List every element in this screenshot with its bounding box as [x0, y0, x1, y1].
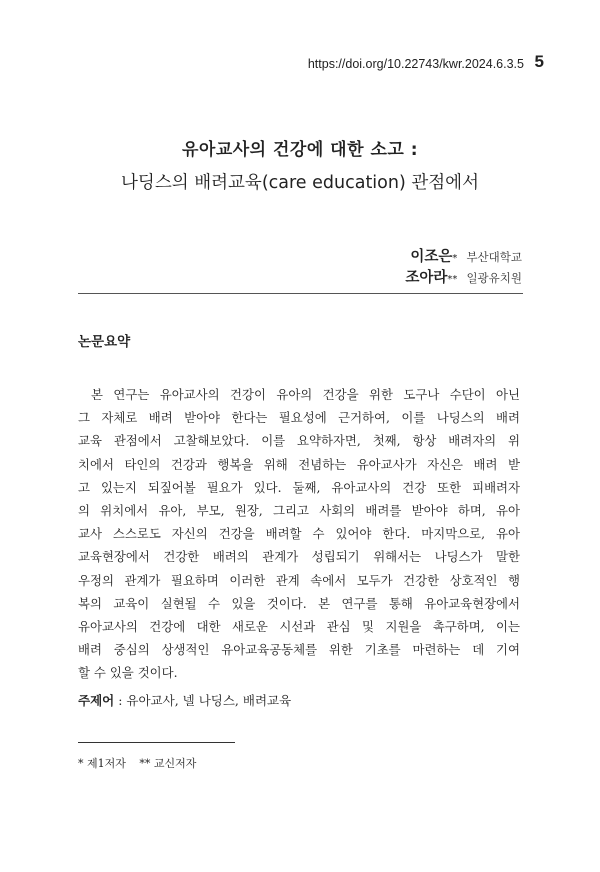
author-2	[405, 266, 522, 287]
footnote-divider	[78, 742, 235, 743]
author-affiliation: 일광유치원	[466, 271, 522, 285]
abstract-line: 그 자체로 배려 받아야 한다는 필요성에 근거하여, 이를 나딩스의 배려	[78, 410, 520, 426]
author-name: 조아라	[405, 270, 448, 286]
page-number: 5	[534, 52, 544, 71]
abstract-line: 치에서 타인의 건강과 행복을 위해 전념하는 유아교사가 자신은 배려 받	[78, 456, 520, 472]
author-1	[410, 245, 522, 266]
abstract-line: 유아교사의 건강에 대한 새로운 시선과 관심 및 지원을 촉구하며, 이는	[78, 619, 520, 635]
footnotes	[78, 755, 206, 771]
keywords	[78, 691, 291, 709]
footnote-corresponding-author: ** 교신저자	[139, 757, 197, 770]
abstract-line: 우정의 관계가 필요하며 이러한 관계 속에서 모두가 건강한 상호적인 행	[78, 572, 520, 588]
abstract-heading: 논문요약	[78, 334, 131, 350]
abstract-line: 배려 중심의 상생적인 유아교육공동체를 위한 기초를 마련하는 데 기여	[78, 642, 520, 658]
abstract-line: 교육현장에서 건강한 배려의 관계가 성립되기 위해서는 나딩스가 말한	[78, 549, 520, 565]
paper-title-line2: 나딩스의 배려교육(care education) 관점에서	[121, 173, 479, 193]
doi-link[interactable]: https://doi.org/10.22743/kwr.2024.6.3.5	[307, 57, 524, 71]
abstract-body	[78, 383, 520, 685]
keywords-label: 주제어	[78, 693, 115, 708]
keywords-separator: :	[114, 693, 127, 708]
abstract-line: 본 연구는 유아교사의 건강이 유아의 건강을 위한 도구나 수단이 아닌	[91, 387, 520, 402]
footnote-first-author: * 제1저자	[78, 757, 126, 770]
author-mark: **	[447, 274, 458, 285]
paper-title-line1: 유아교사의 건강에 대한 소고 :	[181, 140, 419, 160]
abstract-line: 복의 교육이 실현될 수 있을 것이다. 본 연구를 통해 유아교육현장에서	[78, 595, 520, 611]
abstract-line: 교사 스스로도 자신의 건강을 배려할 수 있어야 한다. 마지막으로, 유아	[78, 526, 520, 542]
top-divider	[78, 293, 523, 294]
keywords-values: 유아교사, 넬 나딩스, 배려교육	[126, 693, 292, 708]
abstract-line: 의 위치에서 유아, 부모, 원장, 그리고 사회의 배려를 받아야 하며, 유아	[78, 503, 520, 519]
author-affiliation: 부산대학교	[466, 250, 522, 264]
author-mark: *	[452, 253, 458, 264]
abstract-line: 고 있는지 되짚어볼 필요가 있다. 둘째, 유아교사의 건강 또한 피배려자	[78, 479, 520, 495]
abstract-line: 할 수 있을 것이다.	[78, 665, 178, 681]
author-name: 이조은	[410, 249, 453, 265]
abstract-line: 교육 관점에서 고찰해보았다. 이를 요약하자면, 첫째, 항상 배려자의 위	[78, 433, 520, 449]
